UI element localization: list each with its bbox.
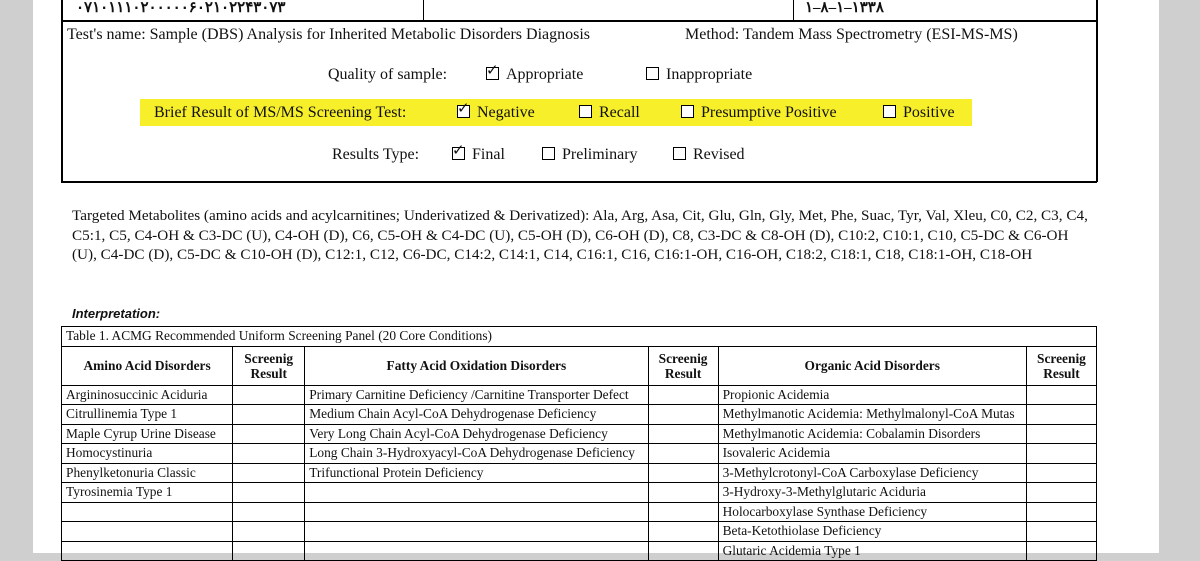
fatty-result-cell[interactable] bbox=[648, 405, 718, 425]
organic-acid-cell: Glutaric Acidemia Type 1 bbox=[718, 541, 1026, 561]
amino-acid-cell: Phenylketonuria Classic bbox=[62, 463, 233, 483]
organic-result-cell[interactable] bbox=[1026, 444, 1096, 464]
brief-option-presumptive-positive[interactable] bbox=[681, 104, 837, 122]
option-label: Appropriate bbox=[506, 66, 584, 83]
option-label: Positive bbox=[903, 104, 955, 121]
organic-acid-cell: Propionic Acidemia bbox=[718, 385, 1026, 405]
brief-option-positive[interactable] bbox=[883, 104, 955, 122]
amino-acid-cell: Homocystinuria bbox=[62, 444, 233, 464]
amino-acid-cell bbox=[62, 541, 233, 561]
test-method: Method: Tandem Mass Spectrometry (ESI-MS-MS) bbox=[685, 26, 1018, 43]
amino-acid-cell: Citrullinemia Type 1 bbox=[62, 405, 233, 425]
organic-acid-cell: Beta-Ketothiolase Deficiency bbox=[718, 522, 1026, 542]
header-screening-result: Screenig Result bbox=[233, 346, 305, 385]
checkbox-empty-icon[interactable] bbox=[673, 147, 686, 160]
fatty-result-cell[interactable] bbox=[648, 483, 718, 503]
header-divider-2 bbox=[793, 0, 794, 20]
checkbox-checked-icon[interactable]: ✓ bbox=[457, 99, 470, 117]
option-label: Preliminary bbox=[562, 146, 638, 163]
quality-option-inappropriate[interactable] bbox=[646, 66, 752, 84]
table-row bbox=[62, 522, 1097, 542]
fatty-acid-cell bbox=[305, 483, 648, 503]
checkbox-empty-icon[interactable] bbox=[883, 105, 896, 118]
organic-acid-cell: Isovaleric Acidemia bbox=[718, 444, 1026, 464]
amino-acid-cell: Tyrosinemia Type 1 bbox=[62, 483, 233, 503]
organic-result-cell[interactable] bbox=[1026, 502, 1096, 522]
table-row bbox=[62, 385, 1097, 405]
targeted-metabolites-text: Targeted Metabolites (amino acids and acylcarnitines; Underivatized & Derivatized): Ala, Arg, Asa, Cit, Glu, Gln, Gly, Met, Phe, Suac, Tyr, Val, Xleu, C0, C2, C3, C4, C5:1, C5, C4-OH & C3-DC (U), C4-OH (D), C6, C5-OH & C4-DC (U), C5-OH (D), C6-OH (D), C8, C3-DC & C8-OH (D), C10:2, C10:1, C10, C5-DC & C6-OH (U), C4-DC (D), C5-DC & C10-OH (D), C12:1, C12, C6-DC, C14:2, C14:1, C14, C16:1, C16, C16:1-OH, C16-OH, C18:2, C18:1, C18, C18:1-OH, C18-OH bbox=[72, 207, 1088, 263]
organic-result-cell[interactable] bbox=[1026, 405, 1096, 425]
fatty-result-cell[interactable] bbox=[648, 502, 718, 522]
results-type-label: Results Type: bbox=[332, 146, 420, 163]
option-label: Presumptive Positive bbox=[701, 104, 837, 121]
header-organic-acid-disorders: Organic Acid Disorders bbox=[718, 346, 1026, 385]
organic-result-cell[interactable] bbox=[1026, 522, 1096, 542]
organic-acid-cell: Methylmanotic Acidemia: Methylmalonyl-CoA Mutas bbox=[718, 405, 1026, 425]
brief-option-recall[interactable] bbox=[579, 104, 640, 122]
fatty-result-cell[interactable] bbox=[648, 463, 718, 483]
header-screening-result: Screenig Result bbox=[648, 346, 718, 385]
amino-result-cell[interactable] bbox=[233, 522, 305, 542]
table-caption: Table 1. ACMG Recommended Uniform Screening Panel (20 Core Conditions) bbox=[62, 327, 1097, 347]
brief-option-negative[interactable] bbox=[457, 99, 535, 122]
results-option-final[interactable] bbox=[452, 141, 505, 164]
fatty-result-cell[interactable] bbox=[648, 522, 718, 542]
amino-result-cell[interactable] bbox=[233, 405, 305, 425]
header-fatty-acid-disorders: Fatty Acid Oxidation Disorders bbox=[305, 346, 648, 385]
table-row bbox=[62, 444, 1097, 464]
organic-result-cell[interactable] bbox=[1026, 541, 1096, 561]
fatty-result-cell[interactable] bbox=[648, 385, 718, 405]
fatty-result-cell[interactable] bbox=[648, 541, 718, 561]
id-number: ۰۷۱۰۱۱۱۰۲۰۰۰۰۰۶۰۲۱۰۲۲۴۳۰۷۳ bbox=[76, 0, 286, 16]
option-label: Revised bbox=[693, 146, 745, 163]
fatty-acid-cell: Trifunctional Protein Deficiency bbox=[305, 463, 648, 483]
organic-acid-cell: 3-Hydroxy-3-Methylglutaric Aciduria bbox=[718, 483, 1026, 503]
fatty-acid-cell: Medium Chain Acyl-CoA Dehydrogenase Deficiency bbox=[305, 405, 648, 425]
results-option-revised[interactable] bbox=[673, 146, 745, 164]
header-divider-1 bbox=[423, 0, 424, 20]
amino-result-cell[interactable] bbox=[233, 385, 305, 405]
table-header-row bbox=[62, 346, 1097, 385]
checkbox-empty-icon[interactable] bbox=[579, 105, 592, 118]
table-row bbox=[62, 405, 1097, 425]
header-left-border bbox=[61, 0, 63, 182]
table-row bbox=[62, 502, 1097, 522]
table-row bbox=[62, 541, 1097, 561]
amino-result-cell[interactable] bbox=[233, 463, 305, 483]
header-screening-result: Screenig Result bbox=[1026, 346, 1096, 385]
fatty-acid-cell bbox=[305, 502, 648, 522]
organic-acid-cell: Methylmanotic Acidemia: Cobalamin Disorders bbox=[718, 424, 1026, 444]
fatty-result-cell[interactable] bbox=[648, 444, 718, 464]
header-amino-acid-disorders: Amino Acid Disorders bbox=[62, 346, 233, 385]
checkbox-checked-icon[interactable]: ✓ bbox=[452, 141, 465, 159]
amino-result-cell[interactable] bbox=[233, 424, 305, 444]
option-label: Inappropriate bbox=[666, 66, 753, 83]
test-name: Test's name: Sample (DBS) Analysis for Inherited Metabolic Disorders Diagnosis bbox=[67, 26, 591, 43]
amino-acid-cell bbox=[62, 522, 233, 542]
fatty-result-cell[interactable] bbox=[648, 424, 718, 444]
table-row bbox=[62, 483, 1097, 503]
amino-acid-cell bbox=[62, 502, 233, 522]
amino-acid-cell: Argininosuccinic Aciduria bbox=[62, 385, 233, 405]
amino-result-cell[interactable] bbox=[233, 502, 305, 522]
organic-result-cell[interactable] bbox=[1026, 424, 1096, 444]
option-label: Negative bbox=[477, 104, 535, 121]
organic-result-cell[interactable] bbox=[1026, 483, 1096, 503]
fatty-acid-cell: Primary Carnitine Deficiency /Carnitine Transporter Defect bbox=[305, 385, 648, 405]
organic-result-cell[interactable] bbox=[1026, 385, 1096, 405]
fatty-acid-cell bbox=[305, 541, 648, 561]
checkbox-empty-icon[interactable] bbox=[681, 105, 694, 118]
organic-result-cell[interactable] bbox=[1026, 463, 1096, 483]
results-option-preliminary[interactable] bbox=[542, 146, 638, 164]
checkbox-checked-icon[interactable]: ✓ bbox=[486, 61, 499, 79]
header-right-border bbox=[1096, 0, 1098, 182]
fatty-acid-cell: Long Chain 3-Hydroxyacyl-CoA Dehydrogenase Deficiency bbox=[305, 444, 648, 464]
organic-acid-cell: 3-Methylcrotonyl-CoA Carboxylase Deficiency bbox=[718, 463, 1026, 483]
table-row bbox=[62, 463, 1097, 483]
acmg-screening-table bbox=[61, 326, 1097, 561]
info-box-bottom bbox=[61, 181, 1097, 183]
option-label: Recall bbox=[599, 104, 640, 121]
fatty-acid-cell: Very Long Chain Acyl-CoA Dehydrogenase Deficiency bbox=[305, 424, 648, 444]
amino-result-cell[interactable] bbox=[233, 541, 305, 561]
checkbox-empty-icon[interactable] bbox=[646, 67, 659, 80]
amino-acid-cell: Maple Cyrup Urine Disease bbox=[62, 424, 233, 444]
amino-result-cell[interactable] bbox=[233, 444, 305, 464]
option-label: Final bbox=[472, 146, 505, 163]
quality-option-appropriate[interactable] bbox=[486, 61, 584, 84]
header-row-bottom bbox=[61, 20, 1097, 22]
fatty-acid-cell bbox=[305, 522, 648, 542]
amino-result-cell[interactable] bbox=[233, 483, 305, 503]
checkbox-empty-icon[interactable] bbox=[542, 147, 555, 160]
brief-result-label: Brief Result of MS/MS Screening Test: bbox=[154, 104, 407, 121]
record-date: ۱–۸–۱–۱۳۳۸ bbox=[805, 0, 884, 16]
quality-label: Quality of sample: bbox=[328, 66, 448, 83]
table-row bbox=[62, 424, 1097, 444]
interpretation-heading: Interpretation: bbox=[72, 306, 161, 321]
table-caption-row bbox=[62, 327, 1097, 347]
organic-acid-cell: Holocarboxylase Synthase Deficiency bbox=[718, 502, 1026, 522]
